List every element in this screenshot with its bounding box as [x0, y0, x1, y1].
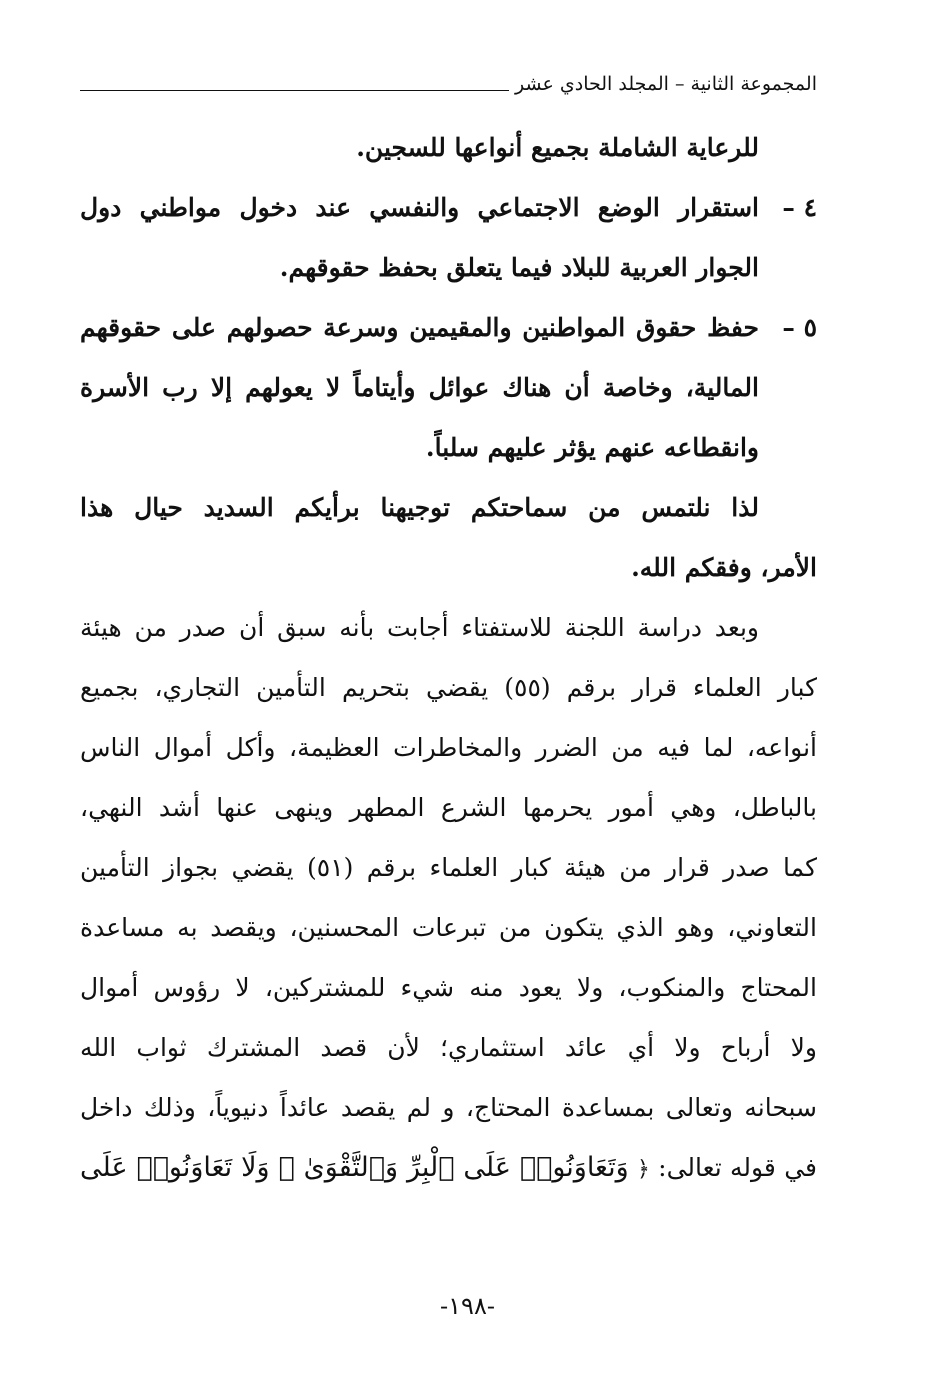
- list-item-4: [80, 178, 817, 238]
- running-header: [80, 62, 817, 96]
- answer-paragraph-line: كبار العلماء قرار برقم (٥٥) يقضي بتحريم التأمين التجاري، بجميع: [80, 673, 817, 702]
- answer-paragraph-line: وبعد دراسة اللجنة للاستفتاء أجابت بأنه سبق أن صدر من هيئة: [80, 613, 759, 642]
- header-title: المجموعة الثانية – المجلد الحادي عشر: [515, 73, 817, 95]
- list-item-number: ٥ –: [782, 313, 817, 342]
- quran-verse: وَتَعَاوَنُوا۟ عَلَى ٱلْبِرِّ وَٱلتَّقْوَىٰ ۖ وَلَا تَعَاوَنُوا۟ عَلَى: [80, 1152, 629, 1183]
- header-rule: [80, 90, 509, 91]
- verse-intro: في قوله تعالى:: [658, 1153, 817, 1182]
- answer-paragraph-line: أنواعه، لما فيه من الضرر والمخاطرات العظيمة، وأكل أموال الناس: [80, 733, 817, 762]
- list-item-continuation: للرعاية الشاملة بجميع أنواعها للسجين.: [356, 133, 759, 162]
- list-item-text: استقرار الوضع الاجتماعي والنفسي عند دخول مواطني دول: [80, 193, 759, 222]
- list-item-text: حفظ حقوق المواطنين والمقيمين وسرعة حصولهم على حقوقهم: [80, 313, 759, 342]
- answer-paragraph-line: سبحانه وتعالى بمساعدة المحتاج، و لم يقصد عائداً دنيوياً، وذلك داخل: [80, 1093, 817, 1122]
- page-content: [80, 118, 817, 1198]
- answer-paragraph-line: بالباطل، وهي أمور يحرمها الشرع المطهر وينهى عنها أشد النهي،: [80, 793, 817, 822]
- list-item-5: [80, 298, 817, 358]
- answer-paragraph-line: ولا أرباح ولا أي عائد استثماري؛ لأن قصد المشترك ثواب الله: [80, 1033, 817, 1062]
- request-paragraph: لذا نلتمس من سماحتكم توجيهنا برأيكم السديد حيال هذا: [80, 493, 759, 522]
- answer-paragraph-line: المحتاج والمنكوب، ولا يعود منه شيء للمشتركين، لا رؤوس أموال: [80, 973, 817, 1002]
- list-item-number: ٤ –: [782, 193, 817, 222]
- list-item-text: الجوار العربية للبلاد فيما يتعلق بحفظ حقوقهم.: [279, 253, 759, 282]
- request-paragraph: الأمر، وفقكم الله.: [631, 553, 817, 582]
- page-number: -١٩٨-: [440, 1292, 495, 1320]
- answer-paragraph-line: كما صدر قرار من هيئة كبار العلماء برقم (٥١) يقضي بجواز التأمين: [80, 853, 817, 882]
- quran-verse-line: [80, 1138, 817, 1198]
- answer-paragraph-line: التعاوني، وهو الذي يتكون من تبرعات المحسنين، ويقصد به مساعدة: [80, 913, 817, 942]
- list-item-text: وانقطاعه عنهم يؤثر عليهم سلباً.: [425, 433, 759, 462]
- list-item-text: المالية، وخاصة أن هناك عوائل وأيتاماً لا يعولهم إلا رب الأسرة: [80, 373, 759, 402]
- ornate-bracket: ﴿: [636, 1157, 650, 1182]
